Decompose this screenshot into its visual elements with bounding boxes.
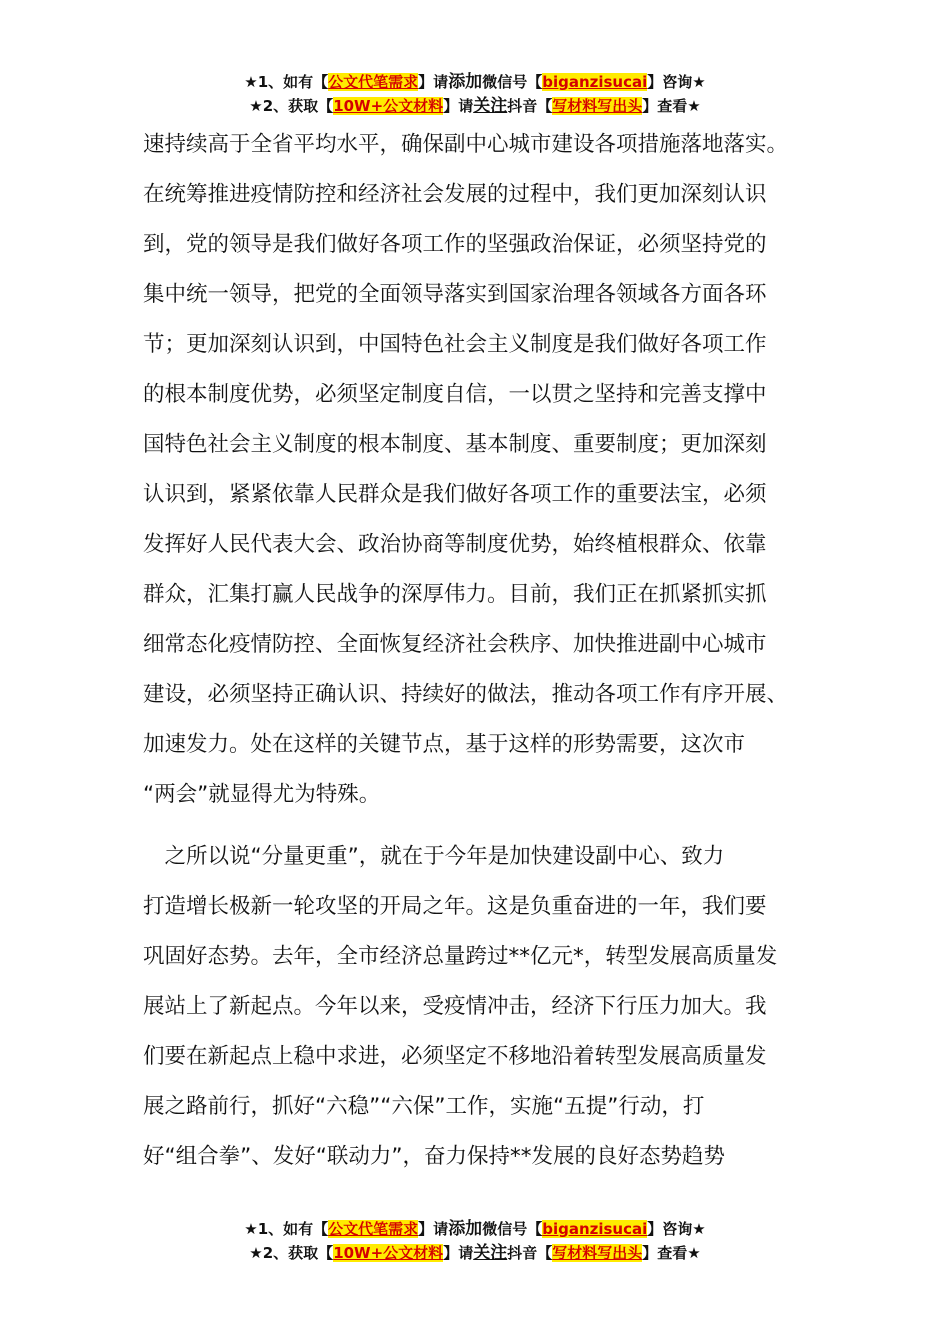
banner-wechat-id: biganzisucai [542, 73, 648, 91]
text-line: “两会”就显得尤为特殊。 [143, 782, 381, 807]
text-line: 到，党的领导是我们做好各项工作的坚强政治保证，必须坚持党的 [143, 232, 767, 257]
banner-wechat-id: biganzisucai [542, 1220, 648, 1238]
banner-text: 】咨询★ [647, 1220, 706, 1238]
banner-highlight: 公文代笔需求 [328, 73, 419, 91]
banner-text: 微信号【 [482, 73, 543, 91]
text-line: 集中统一领导，把党的全面领导落实到国家治理各领域各方面各环 [143, 282, 767, 307]
text-line: 加速发力。处在这样的关键节点，基于这样的形势需要，这次市 [143, 732, 746, 757]
text-line: 展站上了新起点。今年以来，受疫情冲击，经济下行压力加大。我 [143, 994, 767, 1019]
text-line: 巩固好态势。去年，全市经济总量跨过**亿元*，转型发展高质量发 [143, 944, 778, 969]
banner-text: ★1、如有【 [244, 1220, 329, 1238]
paragraph-2 [143, 832, 823, 1182]
banner-highlight: 写材料写出头 [552, 97, 643, 115]
banner-text: 】请 [443, 1244, 474, 1262]
bottom-banner [0, 1217, 950, 1265]
text-line: 们要在新起点上稳中求进，必须坚定不移地沿着转型发展高质量发 [143, 1044, 767, 1069]
banner-emphasis: 关注 [473, 1243, 508, 1263]
banner-highlight: 写材料写出头 [552, 1244, 643, 1262]
text-line: 群众，汇集打赢人民战争的深厚伟力。目前，我们正在抓紧抓实抓 [143, 582, 767, 607]
banner-emphasis: 添加 [448, 72, 483, 92]
paragraph-gap [143, 820, 823, 832]
text-line: 认识到，紧紧依靠人民群众是我们做好各项工作的重要法宝，必须 [143, 482, 767, 507]
banner-highlight: 公文代笔需求 [328, 1220, 419, 1238]
banner-highlight: 10W+公文材料 [333, 97, 444, 115]
banner-line-2 [0, 94, 950, 118]
text-line: 在统筹推进疫情防控和经济社会发展的过程中，我们更加深刻认识 [143, 182, 767, 207]
banner-text: ★2、获取【 [249, 1244, 334, 1262]
text-line: 发挥好人民代表大会、政治协商等制度优势，始终植根群众、依靠 [143, 532, 767, 557]
top-banner [0, 70, 950, 118]
text-line: 速持续高于全省平均水平，确保副中心城市建设各项措施落地落实。 [143, 132, 789, 157]
text-line: 之所以说“分量更重”，就在于今年是加快建设副中心、致力 [143, 844, 725, 869]
banner-text: 】请 [443, 97, 474, 115]
text-line: 节；更加深刻认识到，中国特色社会主义制度是我们做好各项工作 [143, 332, 767, 357]
text-line: 的根本制度优势，必须坚定制度自信，一以贯之坚持和完善支撑中 [143, 382, 767, 407]
text-line: 打造增长极新一轮攻坚的开局之年。这是负重奋进的一年，我们要 [143, 894, 767, 919]
banner-text: 】查看★ [642, 97, 701, 115]
banner-text: 】请 [418, 73, 449, 91]
text-line: 建设，必须坚持正确认识、持续好的做法，推动各项工作有序开展、 [143, 682, 789, 707]
banner-text: 微信号【 [482, 1220, 543, 1238]
banner-emphasis: 添加 [448, 1219, 483, 1239]
banner-line-2 [0, 1241, 950, 1265]
banner-line-1 [0, 1217, 950, 1241]
banner-text: 】请 [418, 1220, 449, 1238]
text-line: 国特色社会主义制度的根本制度、基本制度、重要制度；更加深刻 [143, 432, 767, 457]
text-line: 细常态化疫情防控、全面恢复经济社会秩序、加快推进副中心城市 [143, 632, 767, 657]
banner-highlight: 10W+公文材料 [333, 1244, 444, 1262]
text-line: 好“组合拳”、发好“联动力”，奋力保持**发展的良好态势趋势 [143, 1144, 726, 1169]
text-line: 展之路前行，抓好“六稳”“六保”工作，实施“五提”行动，打 [143, 1094, 705, 1119]
banner-emphasis: 关注 [473, 96, 508, 116]
banner-text: 】咨询★ [647, 73, 706, 91]
banner-line-1 [0, 70, 950, 94]
paragraph-1 [143, 120, 823, 820]
banner-text: 抖音【 [507, 1244, 553, 1262]
banner-text: ★2、获取【 [249, 97, 334, 115]
banner-text: 】查看★ [642, 1244, 701, 1262]
banner-text: ★1、如有【 [244, 73, 329, 91]
banner-text: 抖音【 [507, 97, 553, 115]
document-body [143, 120, 823, 1182]
